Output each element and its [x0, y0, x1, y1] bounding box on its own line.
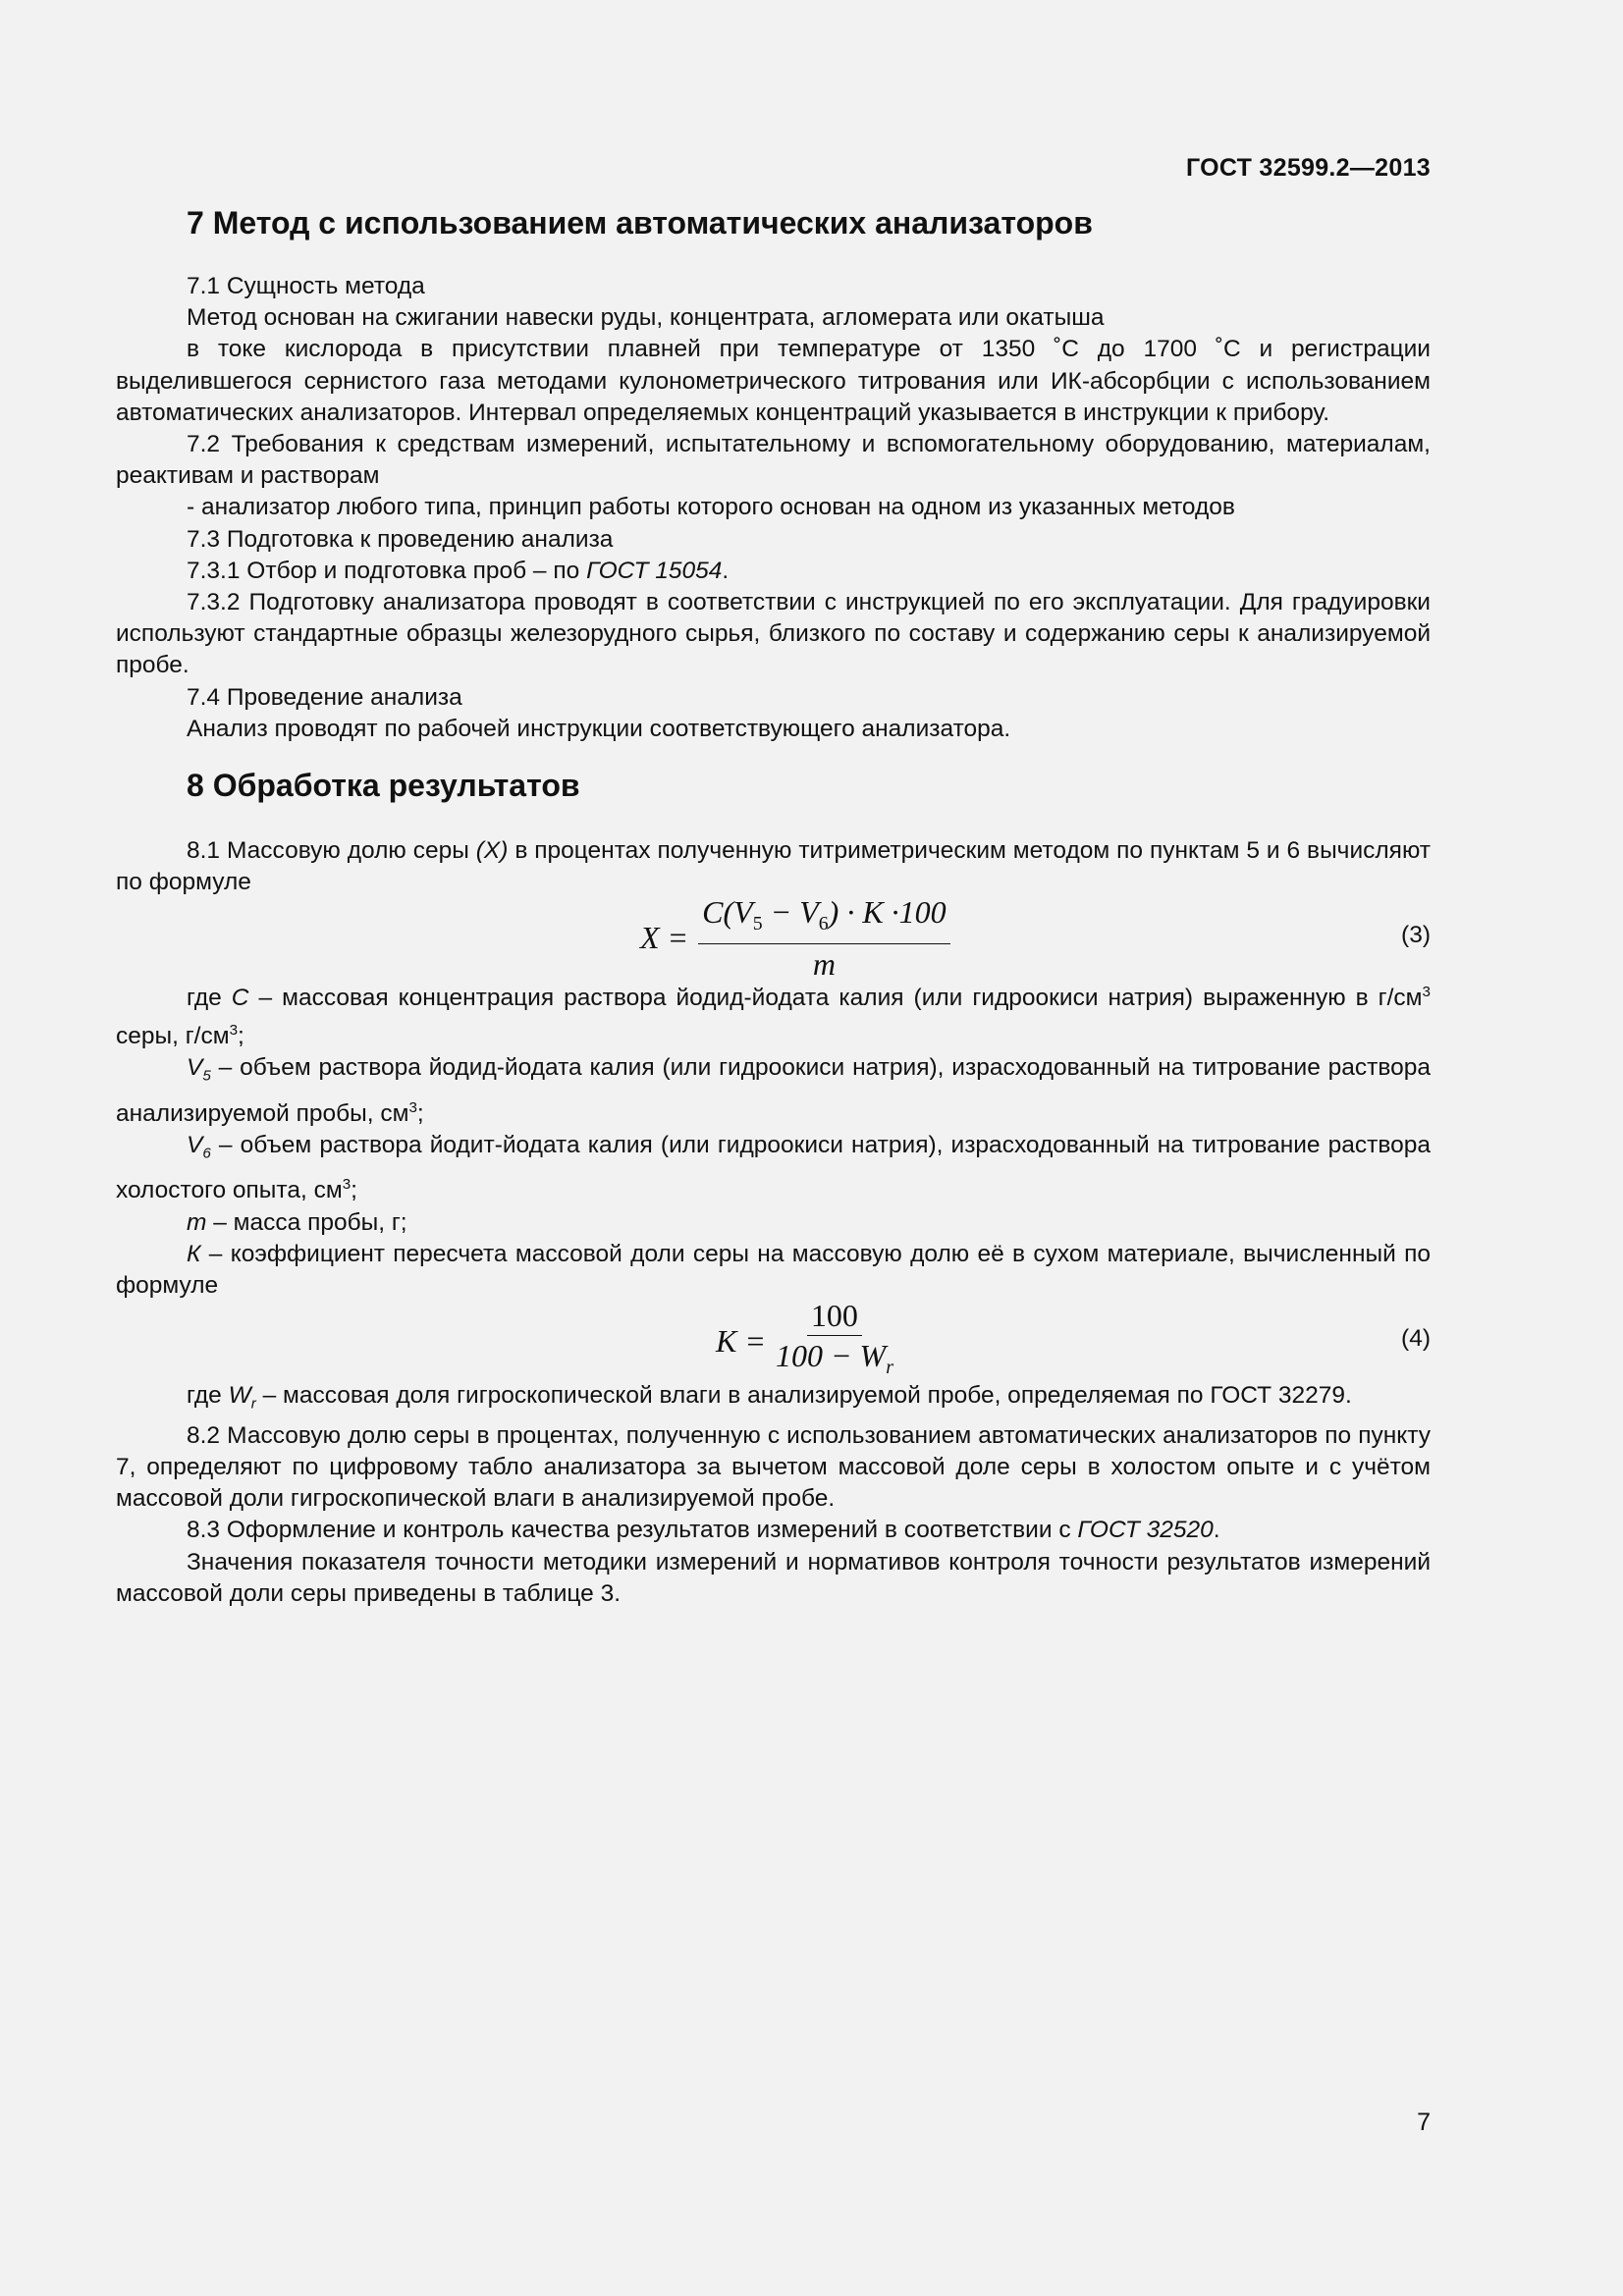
definition-v6	[116, 1130, 1431, 1207]
formula-4-numerator: 100	[807, 1298, 862, 1336]
text: – объем раствора йодит-йодата калия (или гидроокиси натрия), израсходованный на титрование раствора холостого опыта, см	[116, 1131, 1431, 1204]
definition-c	[116, 977, 1431, 1052]
text: серы, г/см	[116, 1022, 230, 1049]
subscript: 6	[818, 912, 829, 934]
formula-3	[116, 893, 1431, 982]
text: где	[187, 1382, 229, 1410]
standard-reference: ГОСТ 15054	[586, 557, 723, 584]
symbol: С	[231, 985, 249, 1012]
text: ;	[351, 1177, 357, 1204]
text: ;	[238, 1022, 244, 1049]
text: 8.1 Массовую долю серы	[187, 837, 476, 865]
section-7-heading: 7 Метод с использованием автоматических анализаторов	[187, 205, 1093, 240]
text: в процентах полученную титриметрическим методом по пунктам 5 и 6 вычисляют по формуле	[116, 837, 1431, 896]
standard-reference: ГОСТ 32520	[1077, 1517, 1214, 1544]
paragraph-analysis: Анализ проводят по рабочей инструкции соответствующего анализатора.	[187, 715, 1011, 742]
paragraph-values: Значения показателя точности методики измерений и нормативов контроля точности результатов измерений массовой доли серы приведены в таблице 3.	[116, 1548, 1431, 1607]
paragraph-7-1: 7.1 Сущность метода	[187, 273, 425, 299]
paragraph-7-2: 7.2 Требования к средствам измерений, испытательному и вспомогательному оборудованию, материалам, реактивам и растворам	[116, 431, 1431, 490]
superscript: 3	[229, 1021, 239, 1039]
paragraph-8-2: 8.2 Массовую долю серы в процентах, полученную с использованием автоматических анализаторов по пункту 7, определяют по цифровому табло анализатора за вычетом массовой доле серы в холостом опыте и с учётом массовой доли гигроскопической влаги в анализируемой пробе.	[116, 1421, 1431, 1513]
text: – массовая доля гигроскопической влаги в анализируемой пробе, определяемая по ГОСТ 32279.	[255, 1382, 1352, 1410]
superscript: 3	[408, 1098, 417, 1116]
paragraph-analyzer: - анализатор любого типа, принцип работы которого основан на одном из указанных методов	[187, 494, 1235, 521]
text: .	[722, 557, 730, 584]
formula-4-number: (4)	[1401, 1325, 1431, 1353]
definition-w	[116, 1380, 1431, 1420]
section-8-heading: 8 Обработка результатов	[187, 768, 580, 804]
formula-3-lhs: X =	[640, 920, 689, 956]
page-number: 7	[1417, 2109, 1431, 2136]
text: ;	[416, 1099, 424, 1127]
formula-4-denominator	[776, 1336, 893, 1385]
superscript: 3	[1422, 984, 1431, 1001]
page-content	[116, 196, 1431, 1610]
formula-4	[116, 1297, 1431, 1380]
formula-3-number: (3)	[1401, 922, 1431, 949]
num-part: ) · K ·100	[828, 893, 947, 930]
subscript: r	[250, 1395, 256, 1413]
subscript: r	[886, 1356, 893, 1378]
symbol: К	[187, 1240, 201, 1267]
symbol: W	[228, 1382, 251, 1410]
document-code: ГОСТ 32599.2—2013	[1185, 154, 1431, 182]
subscript: 5	[752, 912, 763, 934]
text: где	[187, 985, 232, 1012]
symbol: m	[187, 1208, 207, 1236]
formula-4-fraction	[776, 1298, 893, 1385]
text: – массовая концентрация раствора йодид-йодата калия (или гидроокиси натрия) выраженную в г/см	[248, 985, 1423, 1012]
text: – коэффициент пересчета массовой доли серы на массовую долю её в сухом материале, вычисленный по формуле	[116, 1240, 1431, 1300]
paragraph-7-3-2: 7.3.2 Подготовку анализатора проводят в соответствии с инструкцией по его эксплуатации. Для градуировки используют стандартные образцы железорудного сырья, близкого по составу и содержанию серы к анализируемой пробе.	[116, 589, 1431, 679]
formula-3-numerator	[698, 894, 950, 944]
text: – объем раствора йодид-йодата калия (или гидроокиси натрия), израсходованный на титрование раствора анализируемой пробы, см	[116, 1054, 1431, 1127]
paragraph-method-body: в токе кислорода в присутствии плавней при температуре от 1350 ˚С до 1700 ˚С и регистрации выделившегося сернистого газа методами кулонометрического титрования или ИК-абсорбции с использованием автоматических анализаторов. Интервал определяемых концентраций указывается в инструкции к прибору.	[116, 336, 1431, 426]
formula-3-denominator: m	[812, 945, 836, 982]
symbol: V	[187, 1131, 203, 1158]
text: 8.3 Оформление и контроль качества результатов измерений в соответствии с	[187, 1517, 1078, 1544]
num-part: C(V	[702, 893, 753, 930]
definition-v5	[116, 1052, 1431, 1130]
text: – масса пробы, г;	[206, 1208, 407, 1236]
subscript: 6	[202, 1145, 211, 1162]
paragraph-8-3	[116, 1515, 1431, 1546]
symbol: V	[187, 1054, 203, 1082]
den-part: 100 − W	[775, 1337, 887, 1373]
paragraph-7-4: 7.4 Проведение анализа	[187, 683, 462, 711]
superscript: 3	[342, 1176, 352, 1194]
text: .	[1213, 1517, 1220, 1544]
paragraph-7-3-1	[116, 556, 1431, 587]
paragraph-method-intro: Метод основан на сжигании навески руды, концентрата, агломерата или окатыша	[187, 304, 1105, 332]
definition-m	[116, 1207, 1431, 1239]
formula-4-expression	[716, 1297, 893, 1380]
num-part: − V	[762, 893, 819, 930]
formula-4-lhs: K =	[716, 1323, 766, 1360]
subscript: 5	[202, 1067, 211, 1085]
paragraph-8-1	[116, 835, 1431, 898]
formula-3-expression	[640, 893, 950, 982]
text: 7.3.1 Отбор и подготовка проб – по	[187, 557, 587, 584]
paragraph-7-3: 7.3 Подготовка к проведению анализа	[187, 525, 614, 553]
symbol-x: (Х)	[475, 837, 509, 865]
formula-3-fraction	[698, 894, 950, 982]
definition-k	[116, 1239, 1431, 1302]
